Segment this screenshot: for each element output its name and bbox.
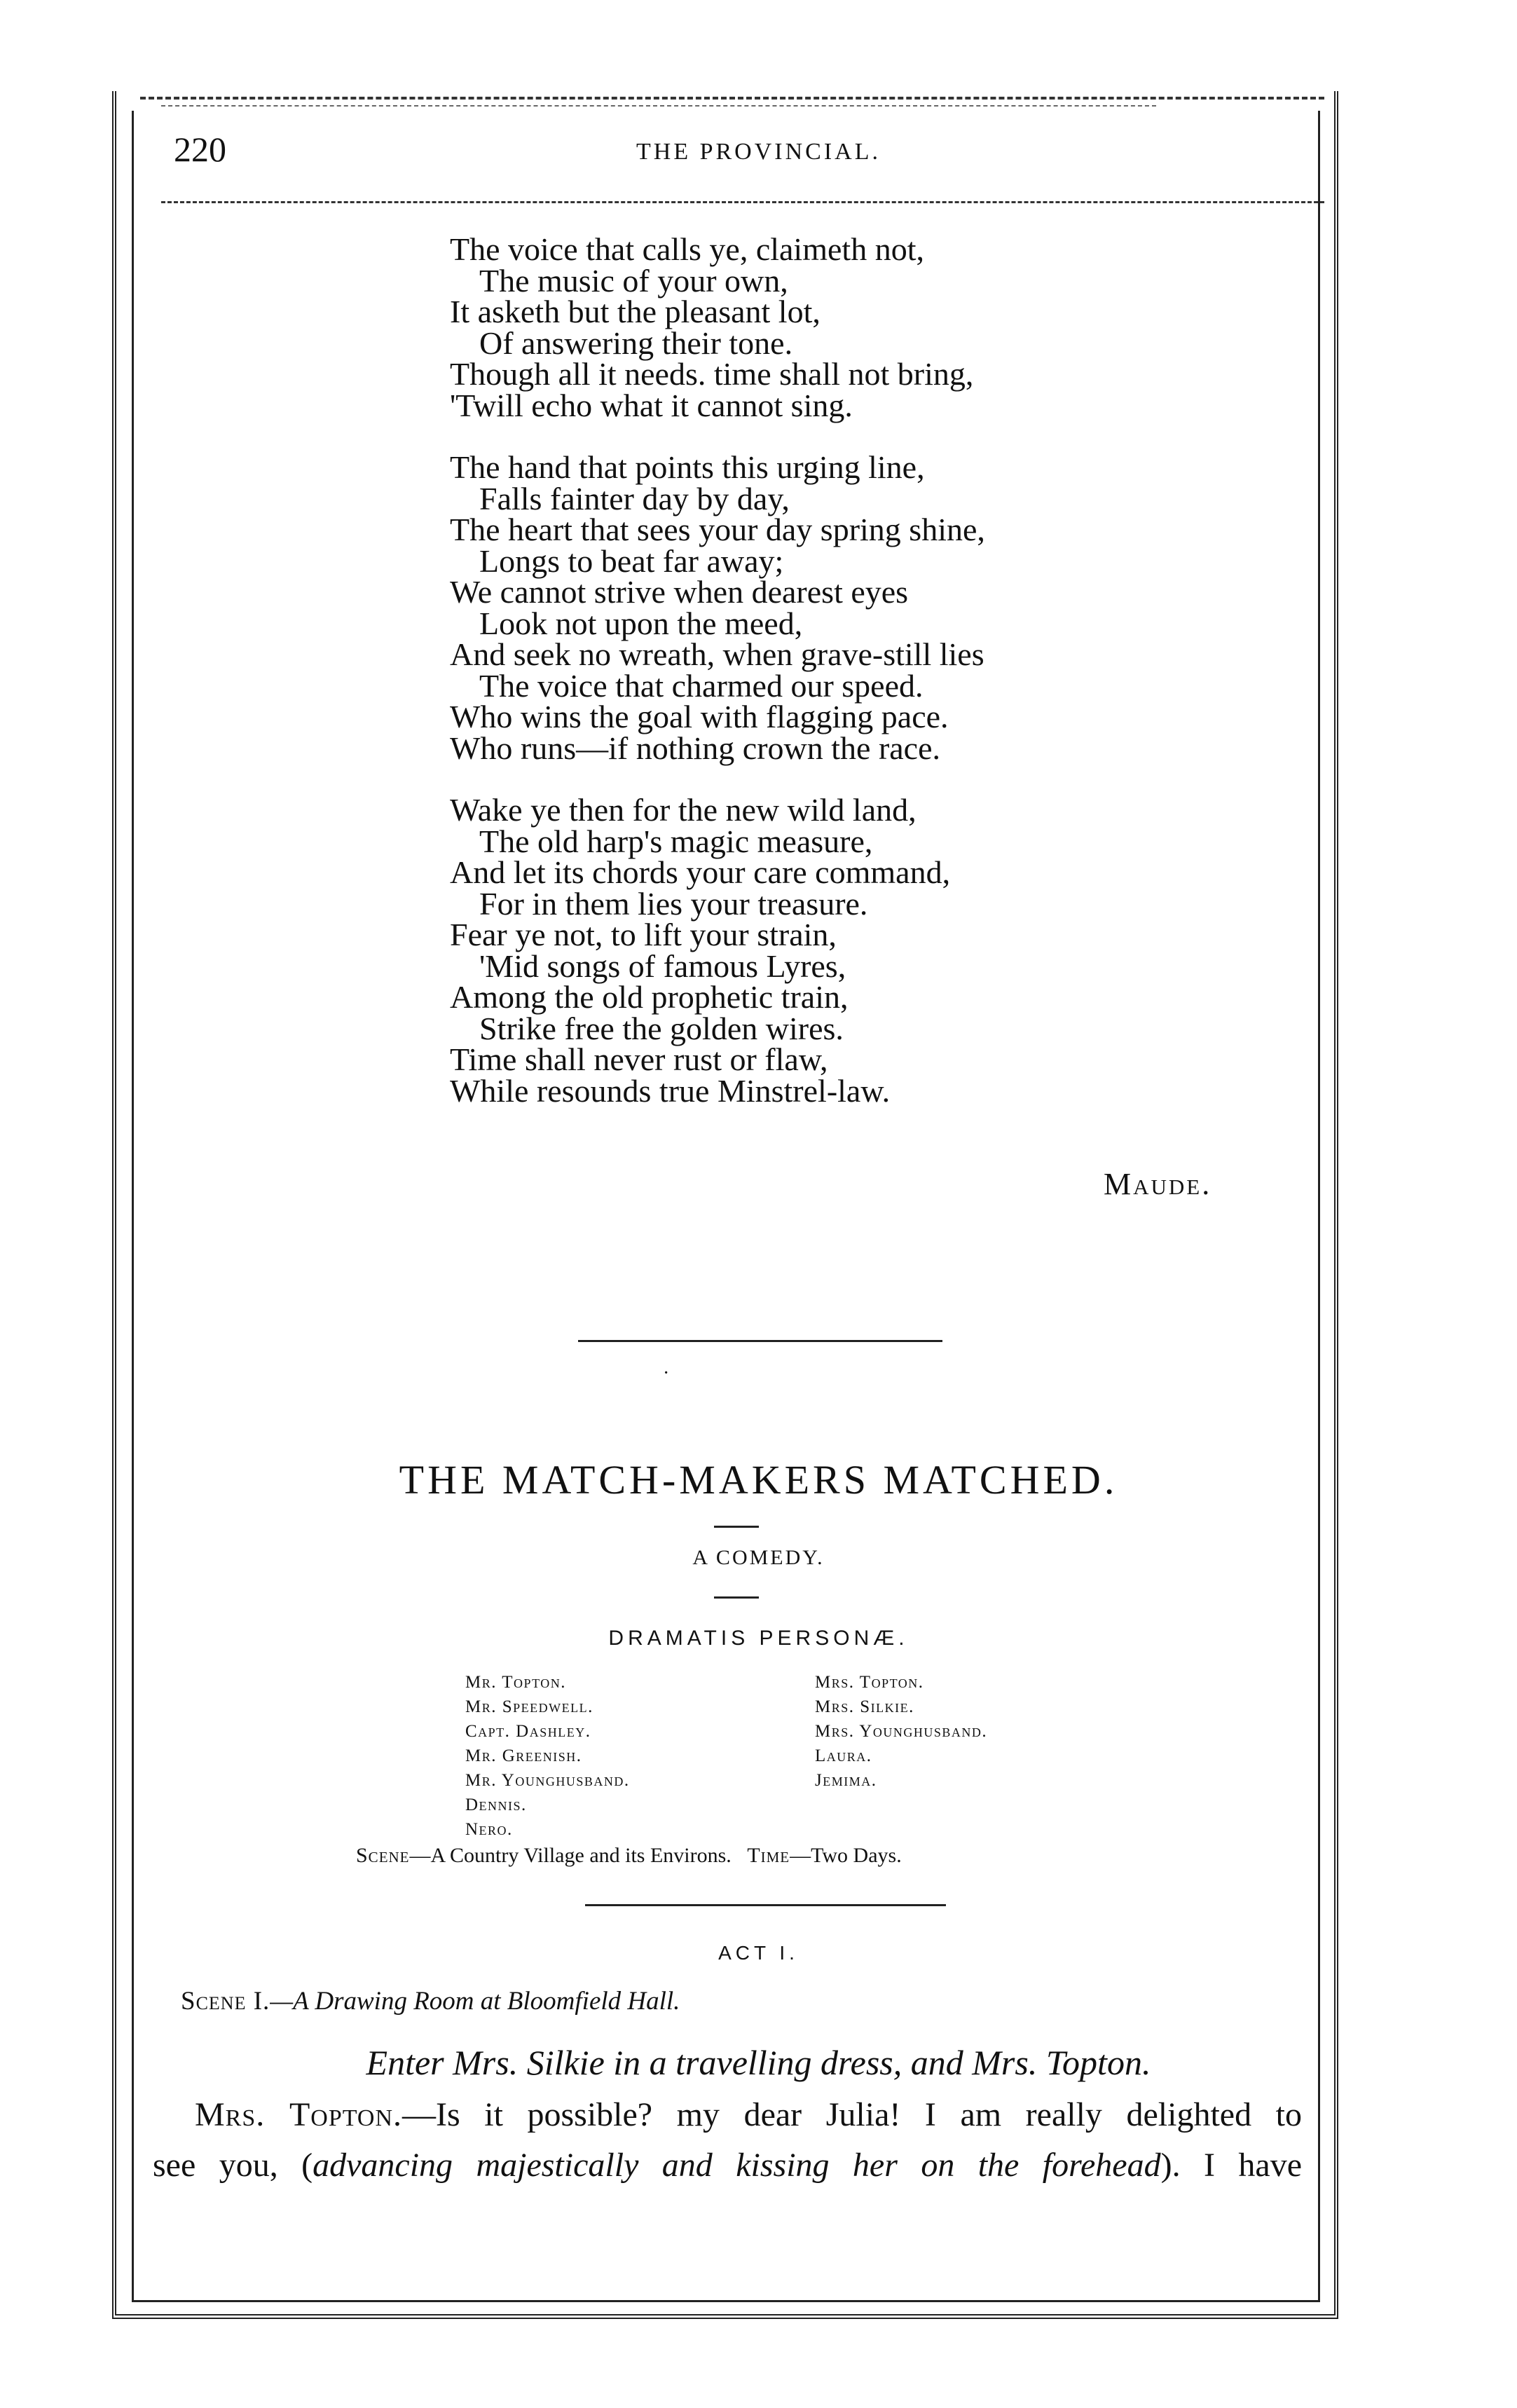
act-divider [585, 1904, 946, 1906]
speaker-name: Mrs. Topton. [195, 2096, 403, 2133]
dialogue-paragraph [153, 2090, 1302, 2191]
time-label: Time [747, 1844, 790, 1867]
poem-line: Wake ye then for the new wild land, [450, 792, 917, 828]
poem [450, 231, 1361, 1137]
poem-line: Time shall never rust or flaw, [450, 1041, 828, 1077]
cast-member: Jemima. [815, 1771, 877, 1790]
cast-member: Mrs. Silkie. [815, 1697, 914, 1716]
scene-heading-text: —A Drawing Room at Bloomfield Hall. [270, 1987, 680, 2016]
cast-member: Dennis. [465, 1795, 527, 1814]
stage-direction: Enter Mrs. Silkie in a travelling dress, and Mrs. Topton. [366, 2043, 1151, 2082]
header-rule [161, 201, 1324, 203]
page-frame-top-rule-thin [161, 105, 1156, 107]
poem-line: Among the old prophetic train, [450, 979, 849, 1015]
dialogue-line [153, 2140, 1302, 2191]
poem-line: The old harp's magic measure, [479, 823, 873, 859]
stage-aside: advancing majestically and kissing her on the forehead [313, 2147, 1161, 2184]
poem-line: It asketh but the pleasant lot, [450, 294, 821, 329]
speech-text: —Is it possible? my dear Julia! I am really delighted to [402, 2096, 1303, 2133]
dramatis-personae-heading: DRAMATIS PERSONÆ. [608, 1627, 909, 1650]
poem-line: The voice that charmed our speed. [479, 667, 924, 704]
poem-line: Who wins the goal with flagging pace. [450, 699, 949, 734]
subtitle-rule [714, 1596, 759, 1599]
cast-member: Mr. Speedwell. [465, 1697, 593, 1716]
poem-line: The music of your own, [479, 262, 788, 299]
scene-label: Scene [356, 1844, 410, 1867]
cast-member: Mr. Topton. [465, 1673, 566, 1692]
poem-line: Falls fainter day by day, [479, 480, 790, 517]
cast-member: Mrs. Younghusband. [815, 1722, 988, 1741]
speech-text: see you, ( [153, 2147, 313, 2184]
poem-stanza [450, 792, 1361, 1109]
play-subtitle: A COMEDY. [692, 1546, 825, 1569]
time-text: —Two Days. [790, 1844, 902, 1867]
cast-member: Laura. [815, 1746, 872, 1765]
poem-line: Of answering their tone. [479, 324, 793, 361]
dialogue-line [153, 2090, 1302, 2140]
cast-list-men [465, 1670, 630, 1842]
scene-heading [181, 1986, 680, 2016]
poem-stanza [450, 449, 1361, 766]
poem-stanza [450, 231, 1361, 423]
poem-line: Longs to beat far away; [479, 542, 784, 579]
poem-line: The heart that sees your day spring shine, [450, 512, 985, 547]
poem-line: The voice that calls ye, claimeth not, [450, 231, 924, 267]
poem-line: And seek no wreath, when grave-still lies [450, 636, 984, 672]
section-divider [578, 1340, 942, 1342]
poem-author: Maude. [1104, 1167, 1212, 1201]
cast-member: Mr. Younghusband. [465, 1771, 630, 1790]
poem-line: We cannot strive when dearest eyes [450, 574, 909, 610]
poem-line: Look not upon the meed, [479, 605, 803, 641]
poem-line: While resounds true Minstrel-law. [450, 1072, 891, 1109]
cast-member: Mr. Greenish. [465, 1746, 582, 1765]
title-rule [714, 1526, 759, 1528]
divider-ornament-dot: · [663, 1362, 670, 1384]
cast-member: Nero. [465, 1820, 513, 1839]
poem-line: Though all it needs. time shall not bring, [450, 356, 974, 392]
play-title: THE MATCH-MAKERS MATCHED. [399, 1457, 1118, 1503]
cast-member: Mrs. Topton. [815, 1673, 924, 1692]
scene-heading-label: Scene I. [181, 1987, 270, 2016]
poem-line: The hand that points this urging line, [450, 449, 925, 485]
poem-line: Strike free the golden wires. [479, 1010, 844, 1046]
act-heading: ACT I. [718, 1942, 799, 1964]
cast-member: Capt. Dashley. [465, 1722, 591, 1741]
scene-text: —A Country Village and its Environs. [409, 1844, 732, 1867]
poem-line: 'Twill echo what it cannot sing. [450, 387, 853, 423]
page-frame-top-rule [140, 97, 1324, 100]
running-title: THE PROVINCIAL. [636, 139, 881, 165]
speech-text: ). I have [1160, 2147, 1303, 2184]
poem-line: 'Mid songs of famous Lyres, [479, 948, 846, 984]
poem-line: Fear ye not, to lift your strain, [450, 917, 837, 952]
poem-line: Who runs—if nothing crown the race. [450, 730, 941, 766]
cast-list-women [815, 1670, 987, 1793]
scene-time-line [356, 1844, 902, 1868]
poem-line: And let its chords your care command, [450, 854, 951, 890]
poem-line: For in them lies your treasure. [479, 885, 868, 922]
page-number: 220 [174, 130, 226, 169]
